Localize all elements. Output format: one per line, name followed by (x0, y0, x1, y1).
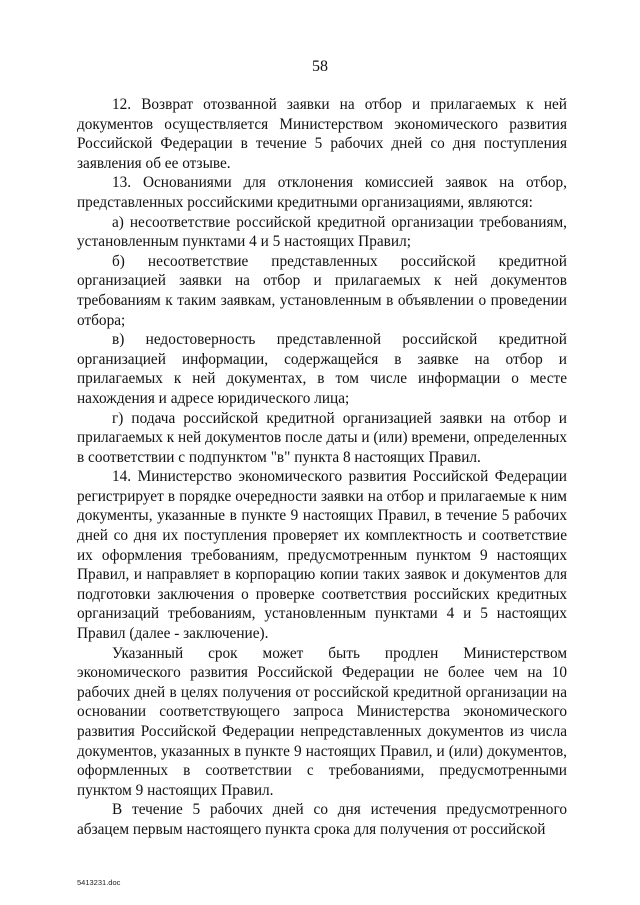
paragraph-14-extension: Указанный срок может быть продлен Министерством экономического развития Российской Федерации не более чем на 10 рабочих дней в целях получения от российской кредитной организации на основании соответствующего запроса Министерства экономического развития Российской Федерации непредставленных документов из числа документов, указанных в пункте 9 настоящих Правил, и (или) документов, оформленных в соответствии с требованиями, предусмотренными пунктом 9 настоящих Правил. (77, 644, 567, 799)
page-number: 58 (312, 58, 328, 75)
paragraph-13: 13. Основаниями для отклонения комиссией заявок на отбор, представленных российскими кредитными организациями, являются: (77, 174, 567, 211)
footer-filename: 5413231.doc (77, 878, 121, 887)
paragraph-12: 12. Возврат отозванной заявки на отбор и прилагаемых к ней документов осуществляется Министерством экономического развития Российской Федерации в течение 5 рабочих дней со дня поступления заявления об ее отзыве. (77, 96, 567, 172)
document-body (77, 95, 567, 840)
paragraph-14-continued: В течение 5 рабочих дней со дня истечения предусмотренного абзацем первым настоящего пункта срока для получения от российской (77, 801, 567, 838)
paragraph-14: 14. Министерство экономического развития Российской Федерации регистрирует в порядке очередности заявки на отбор и прилагаемые к ним документы, указанные в пункте 9 настоящих Правил, в течение 5 рабочих дней со дня их поступления проверяет их комплектность и соответствие их оформления требованиям, предусмотренным пунктом 9 настоящих Правил, и направляет в корпорацию копии таких заявок и документов для подготовки заключения о проверке соответствия российских кредитных организаций требованиям, установленным пунктами 4 и 5 настоящих Правил (далее - заключение). (77, 468, 567, 643)
paragraph-13-g: г) подача российской кредитной организацией заявки на отбор и прилагаемых к ней документов после даты и (или) времени, определенных в соответствии с подпунктом "в" пункта 8 настоящих Правил. (77, 409, 567, 466)
paragraph-13-b: б) несоответствие представленных российской кредитной организацией заявки на отбор и прилагаемых к ней документов требованиям к таким заявкам, установленным в объявлении о проведении отбора; (77, 252, 567, 329)
paragraph-13-a: а) несоответствие российской кредитной организации требованиям, установленным пунктами 4 и 5 настоящих Правил; (77, 213, 567, 251)
paragraph-13-v: в) недостоверность представленной российской кредитной организацией информации, содержащейся в заявке на отбор и прилагаемых к ней документах, в том числе информации о месте нахождения и адресе юридического лица; (77, 331, 567, 407)
